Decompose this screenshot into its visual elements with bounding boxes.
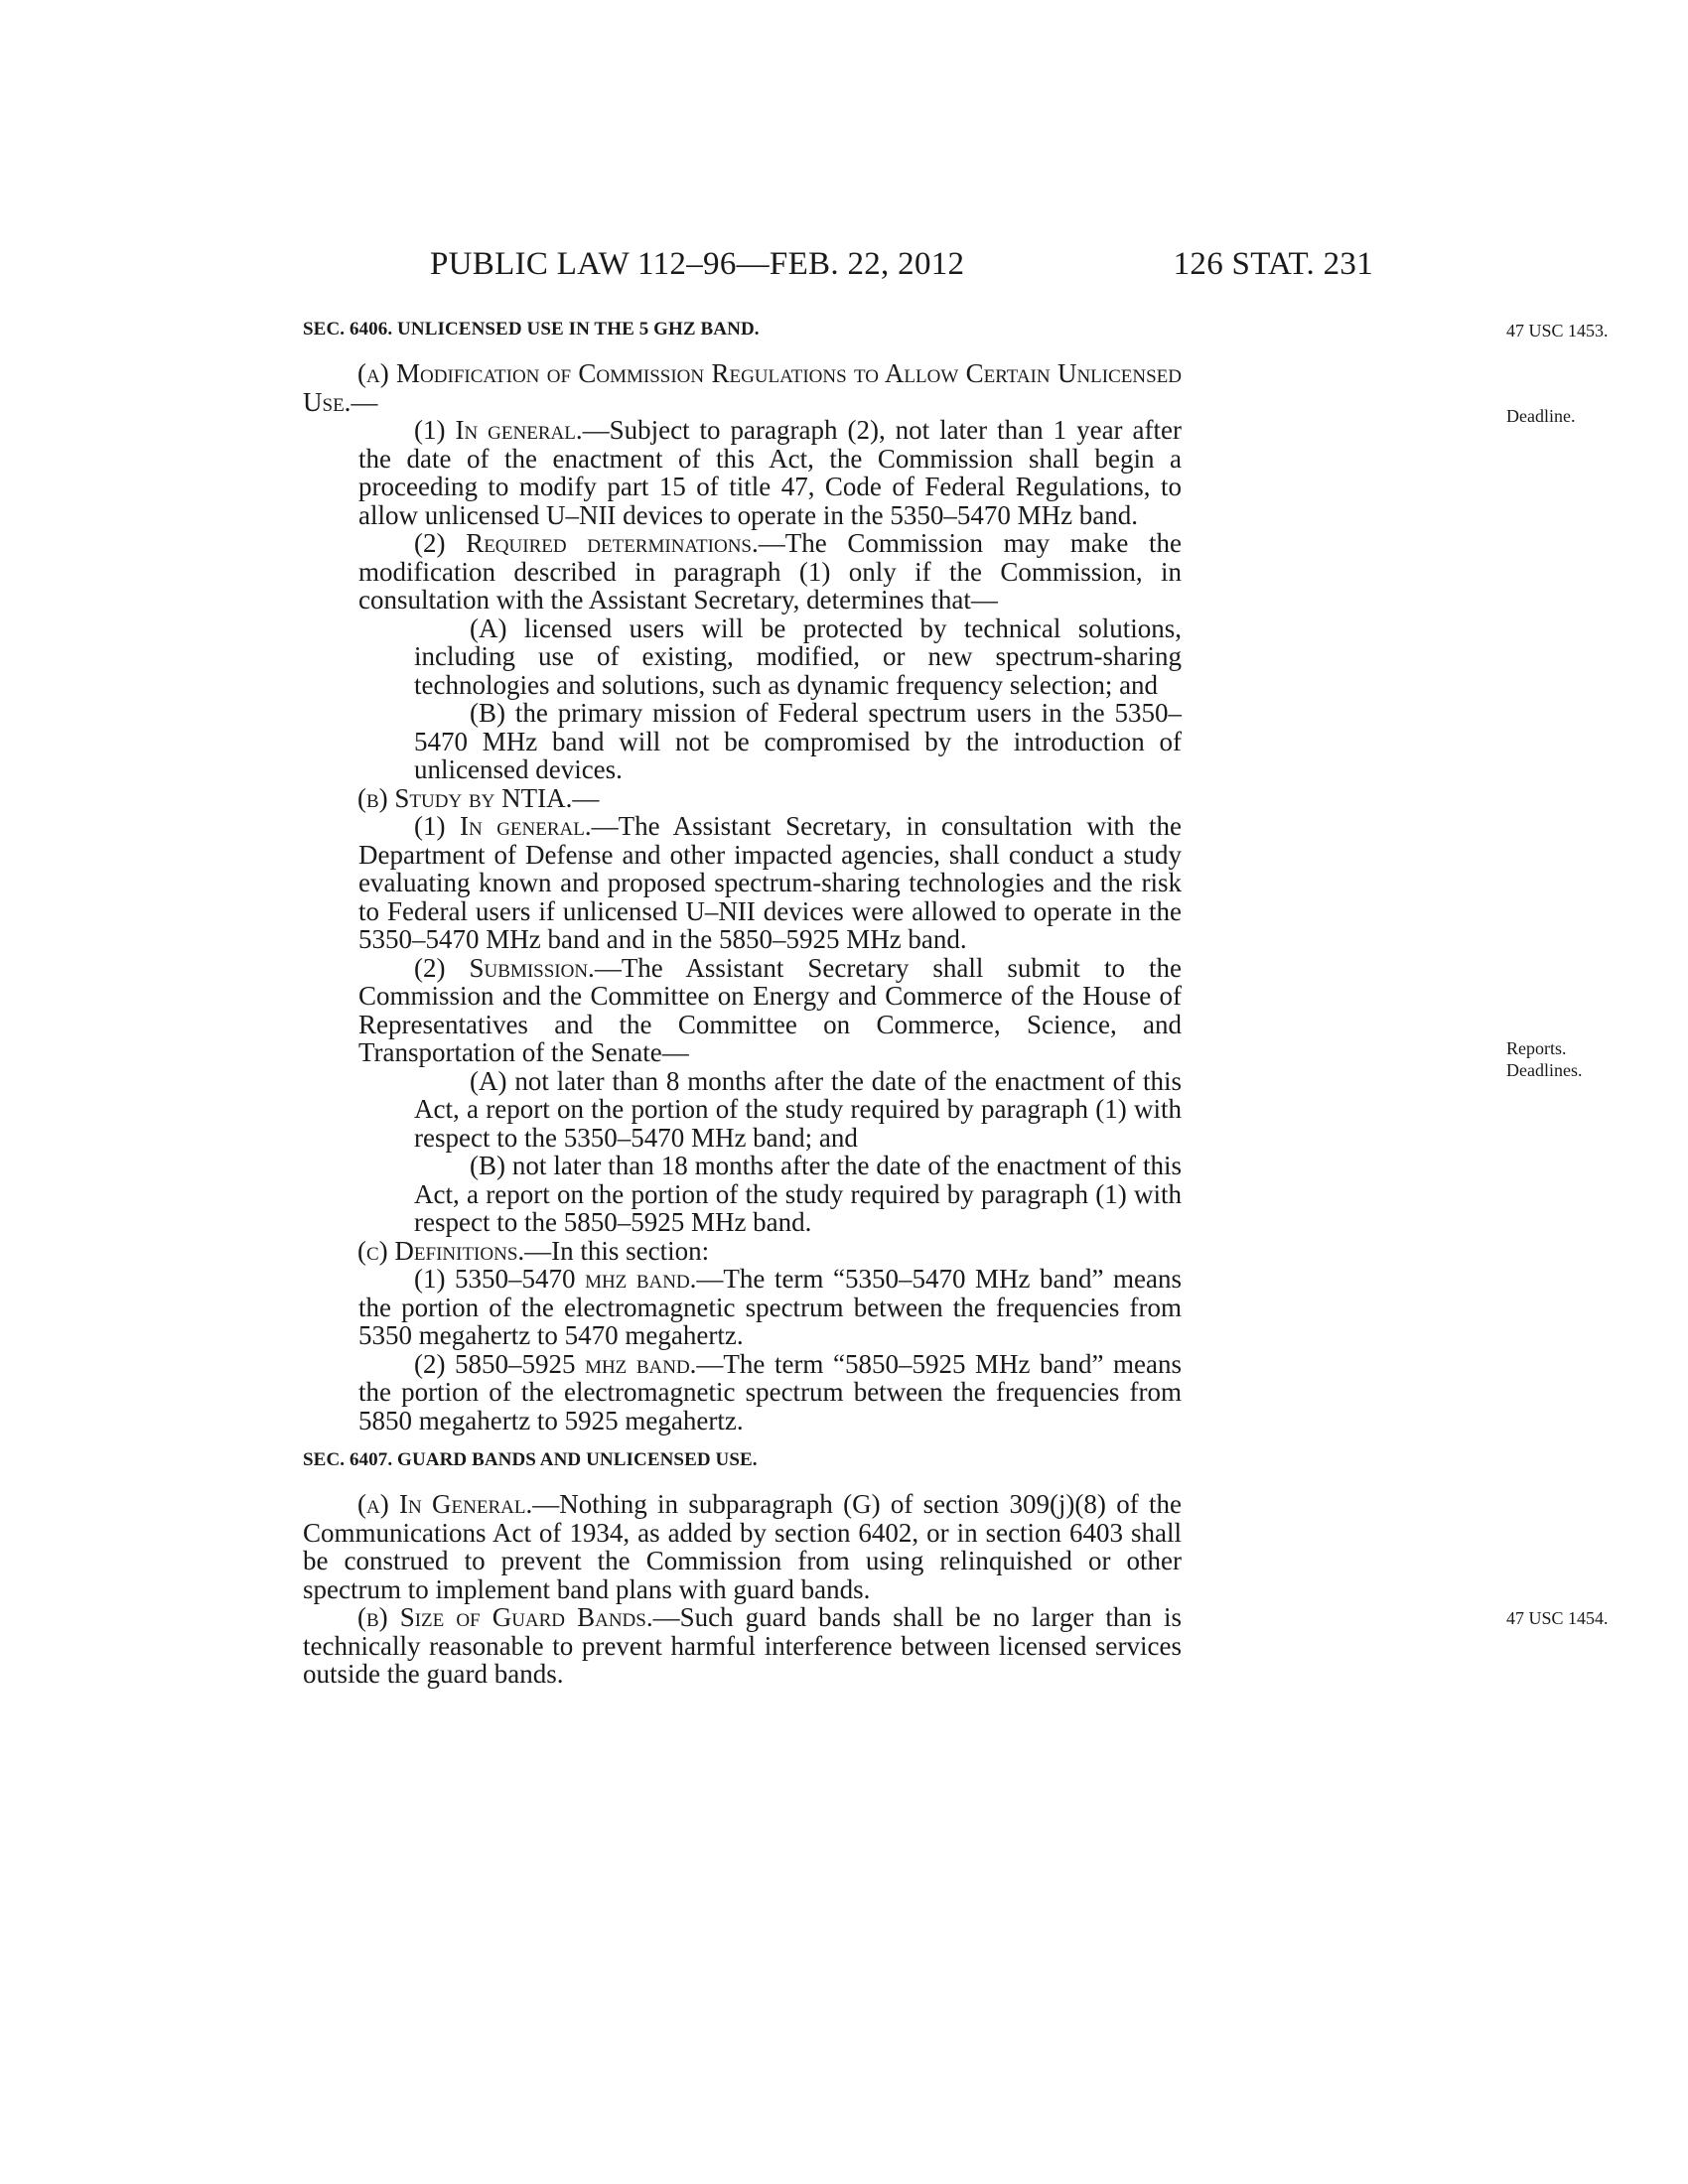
paragraph-a1-label: (1) In general. (414, 415, 583, 445)
definition-c2-text: —The term “5850–5925 MHz band” means the portion of the electromagnetic spectrum between the frequencies from 5850 megahertz to 5925 megahertz. (358, 1348, 1182, 1435)
section-6407-b (303, 1603, 1182, 1689)
paragraph-b2-label: (2) Submission. (414, 952, 595, 983)
paragraph-a1 (303, 416, 1182, 529)
subsection-c-label: (c) Definitions. (357, 1235, 525, 1266)
paragraph-b2 (303, 954, 1182, 1067)
paragraph-b2-text: —The Assistant Secretary shall submit to the Commission and the Committee on Energy and Commerce of the House of Representatives and the Committee on Commerce, Science, and Transportation of the Senate— (358, 952, 1182, 1067)
paragraph-a2 (303, 529, 1182, 614)
statute-page-number: 126 STAT. 231 (1173, 246, 1373, 282)
margin-note-deadline: Deadline. (1506, 406, 1576, 426)
page-running-title: PUBLIC LAW 112–96—FEB. 22, 2012 (430, 246, 965, 282)
definition-c1 (303, 1265, 1182, 1350)
definition-c2 (303, 1350, 1182, 1435)
definition-c1-text: —The term “5350–5470 MHz band” means the portion of the electromagnetic spectrum between the frequencies from 5350 megahertz to 5470 megahertz. (358, 1264, 1182, 1350)
section-6407-a (303, 1490, 1182, 1603)
margin-note-reports: Reports. (1506, 1038, 1567, 1058)
body-text (303, 316, 1609, 1689)
paragraph-b1 (303, 812, 1182, 954)
subparagraph-a2-A: (A) licensed users will be protected by technical solutions, including use of existing, modified, or new spectrum-sharing technologies and solutions, such as dynamic frequency selection; and (414, 613, 1182, 700)
section-6407-b-text: —Such guard bands shall be no larger than is technically reasonable to prevent harmful interference between licensed services outside the guard bands. (303, 1602, 1182, 1689)
paragraph-b1-text: —The Assistant Secretary, in consultation with the Department of Defense and other impacted agencies, shall conduct a study evaluating known and proposed spectrum-sharing technologies and the risk to Federal users if unlicensed U–NII devices were allowed to operate in the 5350–5470 MHz band and in the 5850–5925 MHz band. (358, 811, 1182, 954)
subsection-c (303, 1237, 1182, 1266)
definition-c1-label: (1) 5350–5470 mhz band. (414, 1264, 697, 1294)
subparagraph-b2-A: (A) not later than 8 months after the date of the enactment of this Act, a report on the portion of the study required by paragraph (1) with respect to the 5350–5470 MHz band; and (414, 1065, 1182, 1153)
paragraph-b1-label: (1) In general. (414, 811, 592, 841)
section-6407-heading: SEC. 6407. GUARD BANDS AND UNLICENSED USE. (303, 1449, 758, 1470)
subparagraph-a2-B: (B) the primary mission of Federal spectrum users in the 5350–5470 MHz band will not be compromised by the introduction of unlicensed devices. (414, 698, 1182, 784)
section-6407-a-label: (a) In General. (357, 1489, 533, 1519)
subsection-b-heading: (b) Study by NTIA.— (357, 782, 600, 813)
margin-note-usc-1453: 47 USC 1453. (1506, 321, 1609, 341)
section-6406-heading: SEC. 6406. UNLICENSED USE IN THE 5 GHZ BAND. (303, 319, 760, 340)
definition-c2-label: (2) 5850–5925 mhz band. (414, 1348, 697, 1379)
margin-note-deadlines: Deadlines. (1506, 1060, 1583, 1080)
paragraph-a1-text: —Subject to paragraph (2), not later than 1 year after the date of the enactment of this Act, the Commission shall begin a proceeding to modify part 15 of title 47, Code of Federal Regulations, to allow unlicensed U–NII devices to operate in the 5350–5470 MHz band. (358, 415, 1182, 530)
subsection-c-text: —In this section: (524, 1235, 710, 1266)
paragraph-a2-label: (2) Required determinations. (414, 528, 759, 558)
subsection-a-heading: (a) Modification of Commission Regulations to Allow Certain Unlicensed Use.— (303, 358, 1182, 417)
section-6407-b-label: (b) Size of Guard Bands. (357, 1602, 653, 1632)
margin-note-usc-1454: 47 USC 1454. (1506, 1608, 1609, 1628)
paragraph-a2-text: —The Commission may make the modification described in paragraph (1) only if the Commission, in consultation with the Assistant Secretary, determines that— (358, 528, 1182, 614)
section-6407-a-text: —Nothing in subparagraph (G) of section 309(j)(8) of the Communications Act of 1934, as added by section 6402, or in section 6403 shall be construed to prevent the Commission from using relinquished or other spectrum to implement band plans with guard bands. (303, 1489, 1182, 1604)
page-header (303, 246, 1373, 296)
subparagraph-b2-B: (B) not later than 18 months after the date of the enactment of this Act, a report on the portion of the study required by paragraph (1) with respect to the 5850–5925 MHz band. (414, 1151, 1182, 1237)
